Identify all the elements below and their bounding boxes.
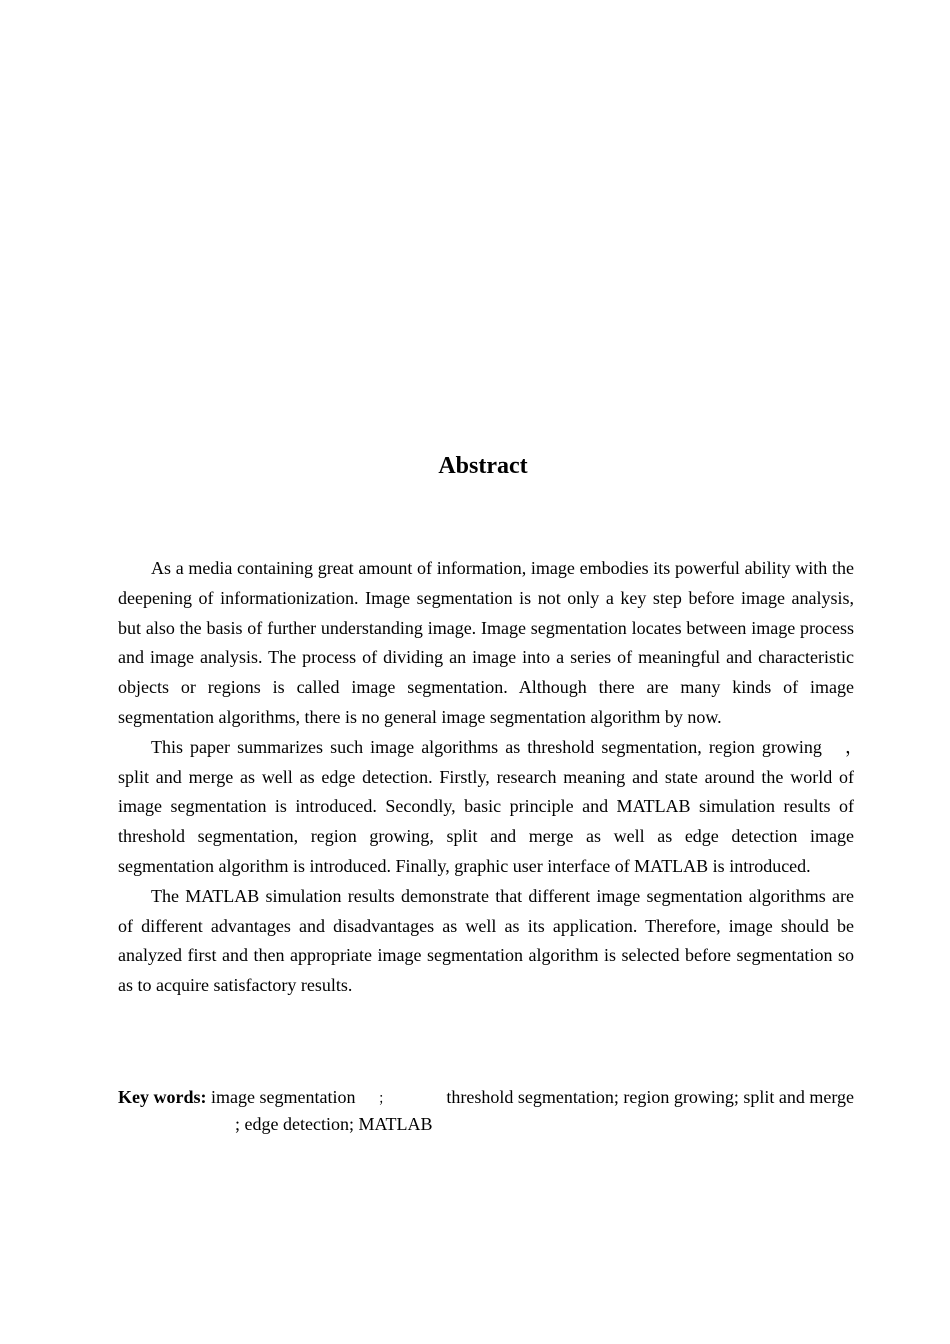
keywords-lead: [118, 1085, 410, 1112]
keywords-rest-line-2: ; edge detection; MATLAB: [235, 1114, 433, 1134]
keywords-rest-line-1: threshold segmentation; region growing; split and merge: [446, 1087, 854, 1107]
abstract-paragraph-2: This paper summarizes such image algorithms as threshold segmentation, region growing ， split and merge as well as edge detection. Firstly, research meaning and state around the world of image segmentation is introduced. Secondly, basic principle and MATLAB simulation results of threshold segmentation, region growing, split and merge as well as edge detection image segmentation algorithm is introduced. Finally, graphic user interface of MATLAB is introduced.: [118, 736, 872, 876]
keywords-label: Key words:: [118, 1087, 207, 1107]
keyword-first: image segmentation: [211, 1087, 356, 1107]
abstract-paragraph-3: The MATLAB simulation results demonstrate that different image segmentation algorithms are of different advantages and disadvantages as well as its application. Therefore, image should be analyzed first and then appropriate image segmentation algorithm is selected before segmentation so as to acquire satisfactory results.: [118, 885, 854, 996]
abstract-title: Abstract: [438, 453, 528, 479]
keywords-section: [118, 1085, 854, 1137]
abstract-body: [118, 554, 872, 1001]
keywords-line-1: [118, 1085, 854, 1112]
abstract-paragraph-1: As a media containing great amount of information, image embodies its powerful ability with the deepening of informationization. Image segmentation is not only a key step before image analysis, but also the basis of further understanding image. Image segmentation locates between image process and image analysis. The process of dividing an image into a series of meaningful and characteristic objects or regions is called image segmentation. Although there are many kinds of image segmentation algorithms, there is no general image segmentation algorithm by now.: [118, 558, 854, 727]
keyword-separator: ；: [377, 1092, 392, 1107]
